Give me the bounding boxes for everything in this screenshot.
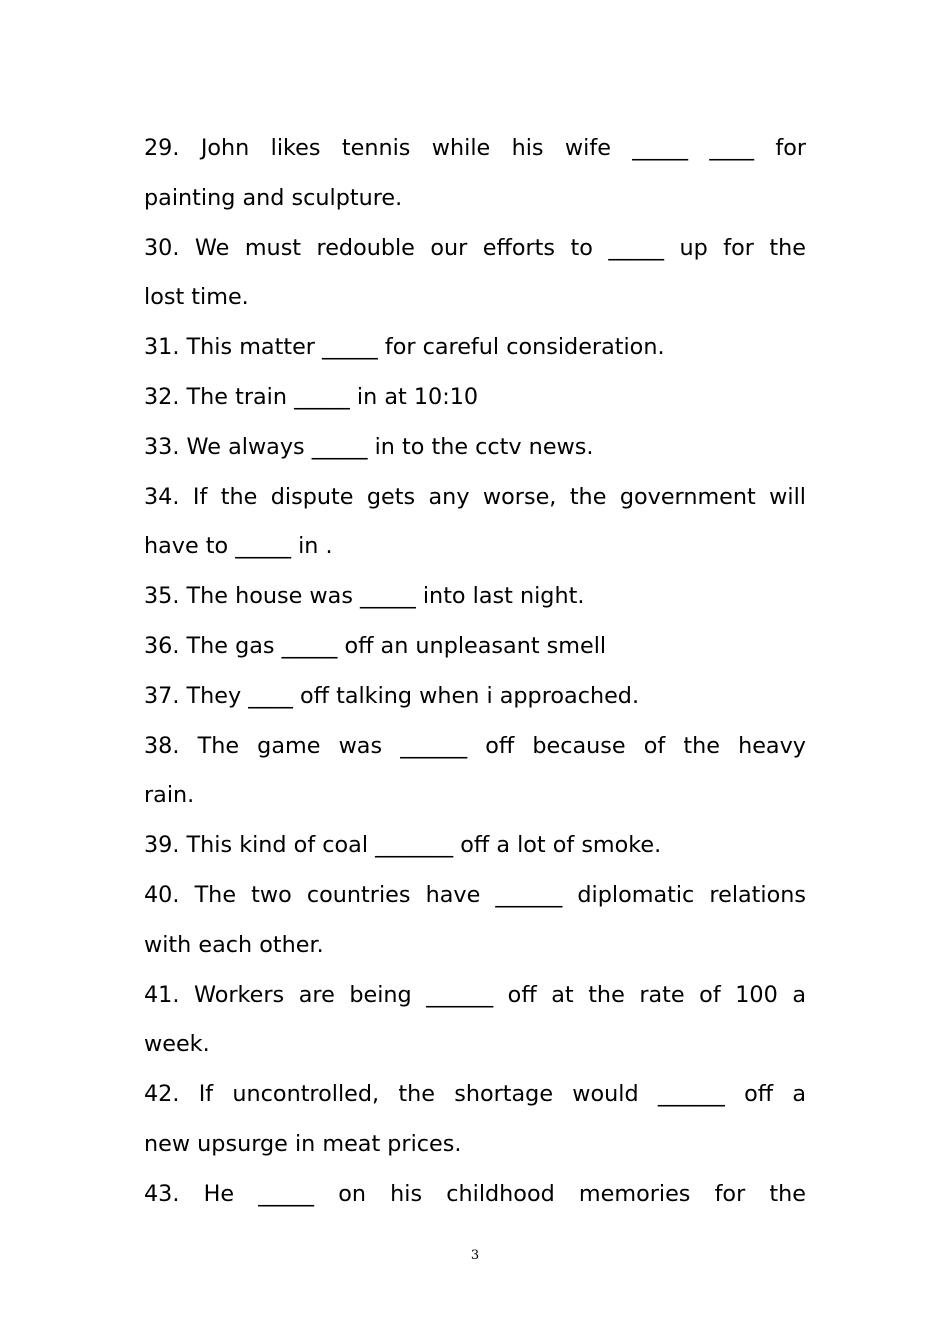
text-line: 43. He _____ on his childhood memories for the — [144, 1180, 806, 1207]
text-line: new upsurge in meat prices. — [144, 1130, 462, 1157]
text-line: 34. If the dispute gets any worse, the government will — [144, 483, 806, 510]
text-line: painting and sculpture. — [144, 184, 403, 211]
text-line: 30. We must redouble our efforts to _____ up for the — [144, 234, 806, 261]
text-line: 38. The game was ______ off because of the heavy — [144, 732, 806, 759]
document-body — [144, 124, 806, 1220]
text-line: week. — [144, 1031, 210, 1058]
text-line: 37. They ____ off talking when i approached. — [144, 682, 640, 709]
text-line: 29. John likes tennis while his wife _____ ____ for — [144, 135, 806, 161]
text-line: lost time. — [144, 284, 249, 311]
text-line: 31. This matter _____ for careful consideration. — [144, 334, 665, 361]
text-line: 41. Workers are being ______ off at the rate of 100 a — [144, 981, 806, 1008]
text-line: have to _____ in . — [144, 533, 333, 560]
text-line: 32. The train _____ in at 10:10 — [144, 383, 479, 410]
text-line: 39. This kind of coal _______ off a lot of smoke. — [144, 832, 662, 859]
text-line: 42. If uncontrolled, the shortage would ______ off a — [144, 1081, 806, 1108]
page-number: 3 — [470, 1248, 480, 1263]
text-line: with each other. — [144, 931, 324, 958]
text-line: rain. — [144, 782, 195, 809]
text-line: 36. The gas _____ off an unpleasant smell — [144, 632, 607, 659]
text-line: 33. We always _____ in to the cctv news. — [144, 433, 594, 460]
text-line: 40. The two countries have ______ diplomatic relations — [144, 881, 806, 908]
text-line: 35. The house was _____ into last night. — [144, 583, 585, 610]
